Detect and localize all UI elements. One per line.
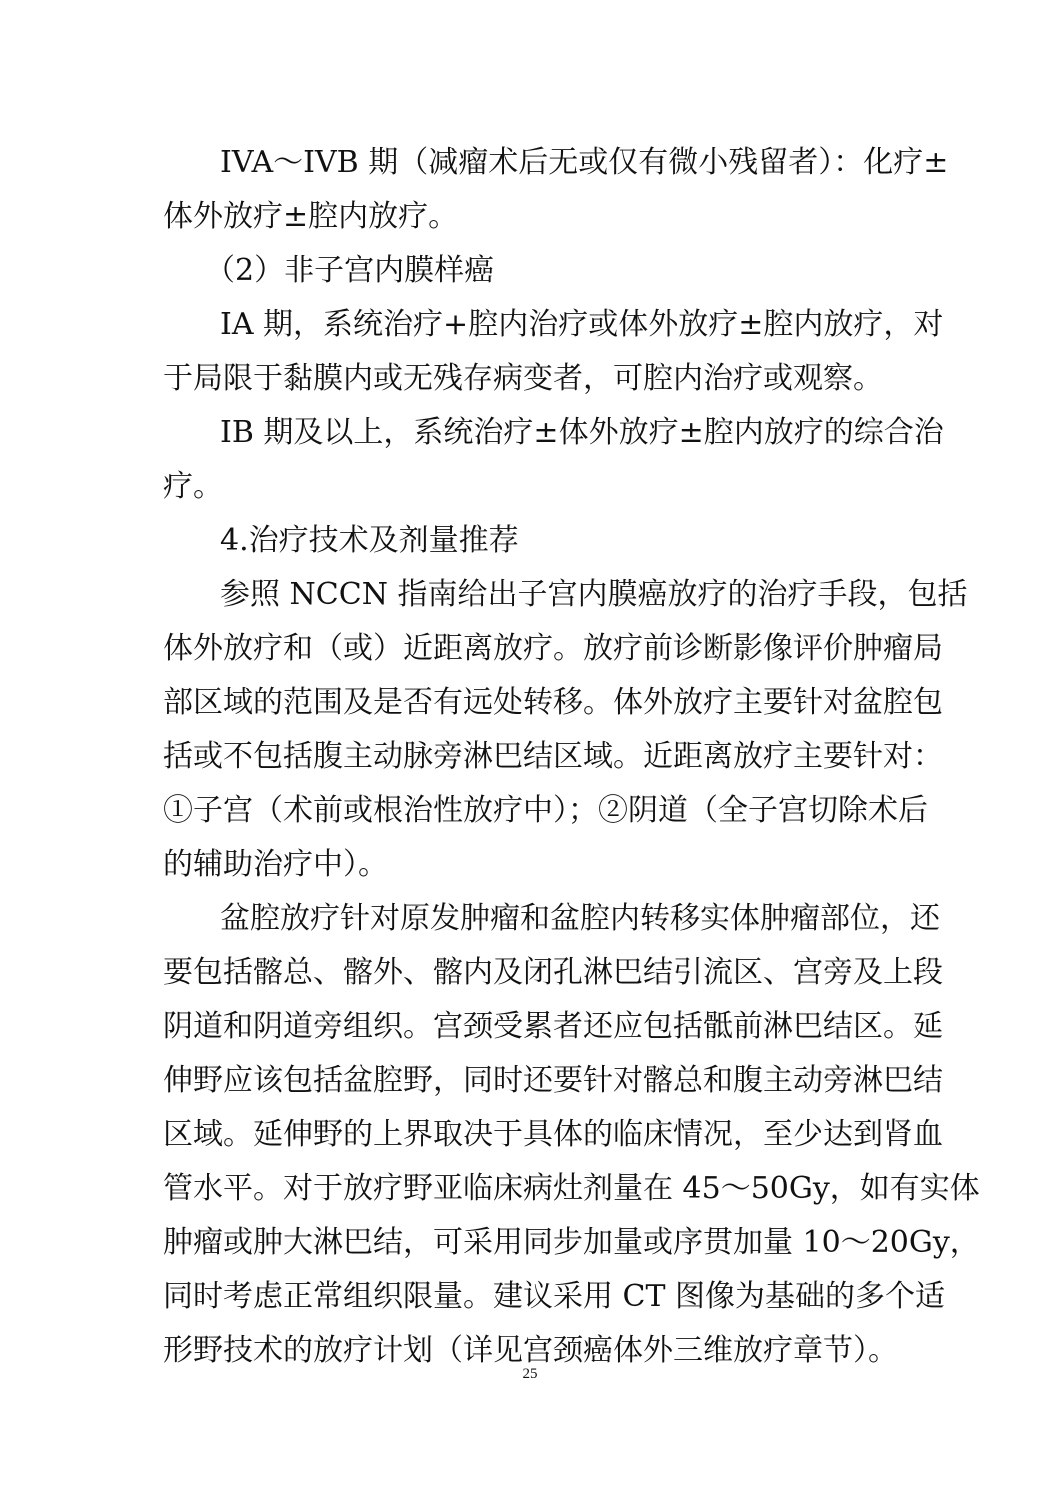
text-line: ①子宫（术前或根治性放疗中）；②阴道（全子宫切除术后 — [163, 793, 928, 828]
text-line: 管水平。对于放疗野亚临床病灶剂量在 45～50Gy，如有实体 — [163, 1171, 980, 1206]
text-line: 肿瘤或肿大淋巴结，可采用同步加量或序贯加量 10～20Gy， — [163, 1225, 980, 1260]
text-line: 4.治疗技术及剂量推荐 — [220, 523, 519, 558]
paragraph-nccn — [163, 568, 968, 892]
text-line: 参照 NCCN 指南给出子宫内膜癌放疗的治疗手段，包括 — [220, 577, 968, 612]
text-line: 区域。延伸野的上界取决于具体的临床情况，至少达到肾血 — [163, 1117, 943, 1152]
text-line: 的辅助治疗中）。 — [163, 847, 388, 882]
text-line: 体外放疗和（或）近距离放疗。放疗前诊断影像评价肿瘤局 — [163, 631, 943, 666]
text-line: 疗。 — [163, 469, 223, 504]
text-line: 要包括髂总、髂外、髂内及闭孔淋巴结引流区、宫旁及上段 — [163, 955, 943, 990]
text-line: 部区域的范围及是否有远处转移。体外放疗主要针对盆腔包 — [163, 685, 943, 720]
document-body — [163, 136, 980, 1378]
text-line: IB 期及以上，系统治疗±体外放疗±腔内放疗的综合治 — [220, 415, 944, 450]
paragraph-pelvic — [163, 892, 980, 1378]
subheading-non-endometrioid — [163, 244, 897, 298]
paragraph-iva-ivb — [163, 136, 949, 244]
text-line: 形野技术的放疗计划（详见宫颈癌体外三维放疗章节）。 — [163, 1333, 898, 1368]
text-line: （2）非子宫内膜样癌 — [205, 253, 495, 288]
paragraph-ia — [163, 298, 944, 406]
paragraph-ib — [163, 406, 944, 514]
text-line: 盆腔放疗针对原发肿瘤和盆腔内转移实体肿瘤部位，还 — [220, 901, 940, 936]
text-line: 体外放疗±腔内放疗。 — [163, 199, 459, 234]
page-number: 25 — [522, 1366, 538, 1382]
text-line: 括或不包括腹主动脉旁淋巴结区域。近距离放疗主要针对： — [163, 739, 943, 774]
text-line: 于局限于黏膜内或无残存病变者，可腔内治疗或观察。 — [163, 361, 883, 396]
section-heading — [163, 514, 897, 568]
text-line: IA 期，系统治疗+腔内治疗或体外放疗±腔内放疗，对 — [220, 307, 944, 342]
text-line: 伸野应该包括盆腔野，同时还要针对髂总和腹主动旁淋巴结 — [163, 1063, 943, 1098]
text-line: 阴道和阴道旁组织。宫颈受累者还应包括骶前淋巴结区。延 — [163, 1009, 943, 1044]
text-line: IVA～IVB 期（减瘤术后无或仅有微小残留者）：化疗± — [220, 145, 949, 180]
text-line: 同时考虑正常组织限量。建议采用 CT 图像为基础的多个适 — [163, 1279, 946, 1314]
